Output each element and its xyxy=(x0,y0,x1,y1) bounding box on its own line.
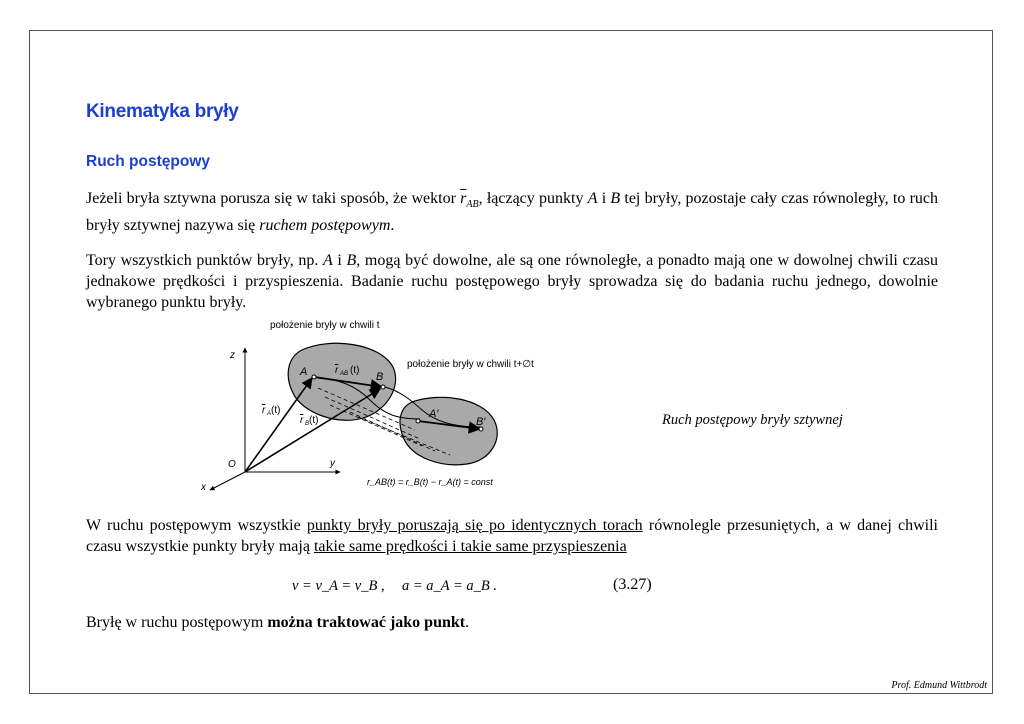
page-title: Kinematyka bryły xyxy=(86,101,239,122)
figure-caption: Ruch postępowy bryły sztywnej xyxy=(662,412,843,428)
svg-text:B: B xyxy=(376,371,384,383)
paragraph-conclusion: W ruchu postępowym wszystkie punkty bryły poruszają się po identycznych torach równolegle przesuniętych, a w danej chwili czasu wszystkie punkty bryły mają takie same prędkości i takie same przyspieszenia xyxy=(86,517,939,555)
label-rb xyxy=(300,415,318,427)
svg-text:y: y xyxy=(330,458,335,469)
svg-text:B: B xyxy=(305,421,310,427)
equation-number: (3.27) xyxy=(613,576,652,593)
equation-acceleration: a = a_A = a_B . xyxy=(402,578,498,594)
svg-text:z: z xyxy=(230,350,235,361)
point-a xyxy=(312,375,316,379)
translational-motion-figure xyxy=(190,315,540,505)
paragraph-definition: Jeżeli bryła sztywna porusza się w taki sposób, że wektor $\overline{r}_{AB}$, łączący punkty A i B tej bryły, pozostaje cały czas równoległy, to ruch bryły sztywnej nazywa się ruchem postępowym. xyxy=(86,190,938,235)
paragraph-summary: Bryłę w ruchu postępowym można traktować jako punkt. xyxy=(86,614,470,631)
svg-text:A: A xyxy=(267,411,272,417)
svg-text:(t): (t) xyxy=(350,365,360,376)
point-b xyxy=(381,385,385,389)
vector-rab: $\overline{r}$ xyxy=(460,190,467,207)
svg-text:A′: A′ xyxy=(429,408,439,420)
term-translational-motion: ruchem postępowym xyxy=(259,217,391,235)
underline-same-velocities: takie same prędkości i takie same przyspieszenia xyxy=(313,538,627,555)
bold-statement: można traktować jako punkt xyxy=(267,614,466,631)
svg-text:B′: B′ xyxy=(476,416,486,428)
point-a-prime xyxy=(416,419,420,423)
svg-text:A: A xyxy=(300,366,308,378)
svg-text:(t): (t) xyxy=(309,415,319,426)
section-title: Ruch postępowy xyxy=(86,153,211,170)
svg-text:x: x xyxy=(201,482,206,493)
svg-text:r: r xyxy=(262,405,266,416)
label-position-t: położenie bryły w chwili t xyxy=(270,320,380,331)
axis-x xyxy=(210,472,245,490)
svg-text:O: O xyxy=(228,459,236,470)
label-ra xyxy=(262,405,280,417)
svg-text:r: r xyxy=(335,365,339,376)
svg-text:(t): (t) xyxy=(271,405,281,416)
equation-velocity: v = v_A = v_B , xyxy=(292,578,385,594)
underline-identical-paths: punkty bryły poruszają się po identycznych torach xyxy=(306,517,643,534)
svg-text:AB: AB xyxy=(340,371,349,377)
svg-text:r: r xyxy=(300,415,304,426)
paragraph-trajectories: Tory wszystkich punktów bryły, np. A i B, mogą być dowolne, ale są one równoległe, a ponadto mają one w dowolnej chwili czasu jednakowe prędkości i przyspieszenia. Badanie ruchu postępowego bryły sprowadza się do badania ruchu jednego, dowolnie wybranego punktu bryły. xyxy=(86,252,938,311)
formula-rab-const: r_AB(t) = r_B(t) − r_A(t) = const xyxy=(367,477,493,487)
footer-author: Prof. Edmund Wittbrodt xyxy=(891,680,987,691)
label-position-t-dt: położenie bryły w chwili t+∅t xyxy=(407,359,534,370)
